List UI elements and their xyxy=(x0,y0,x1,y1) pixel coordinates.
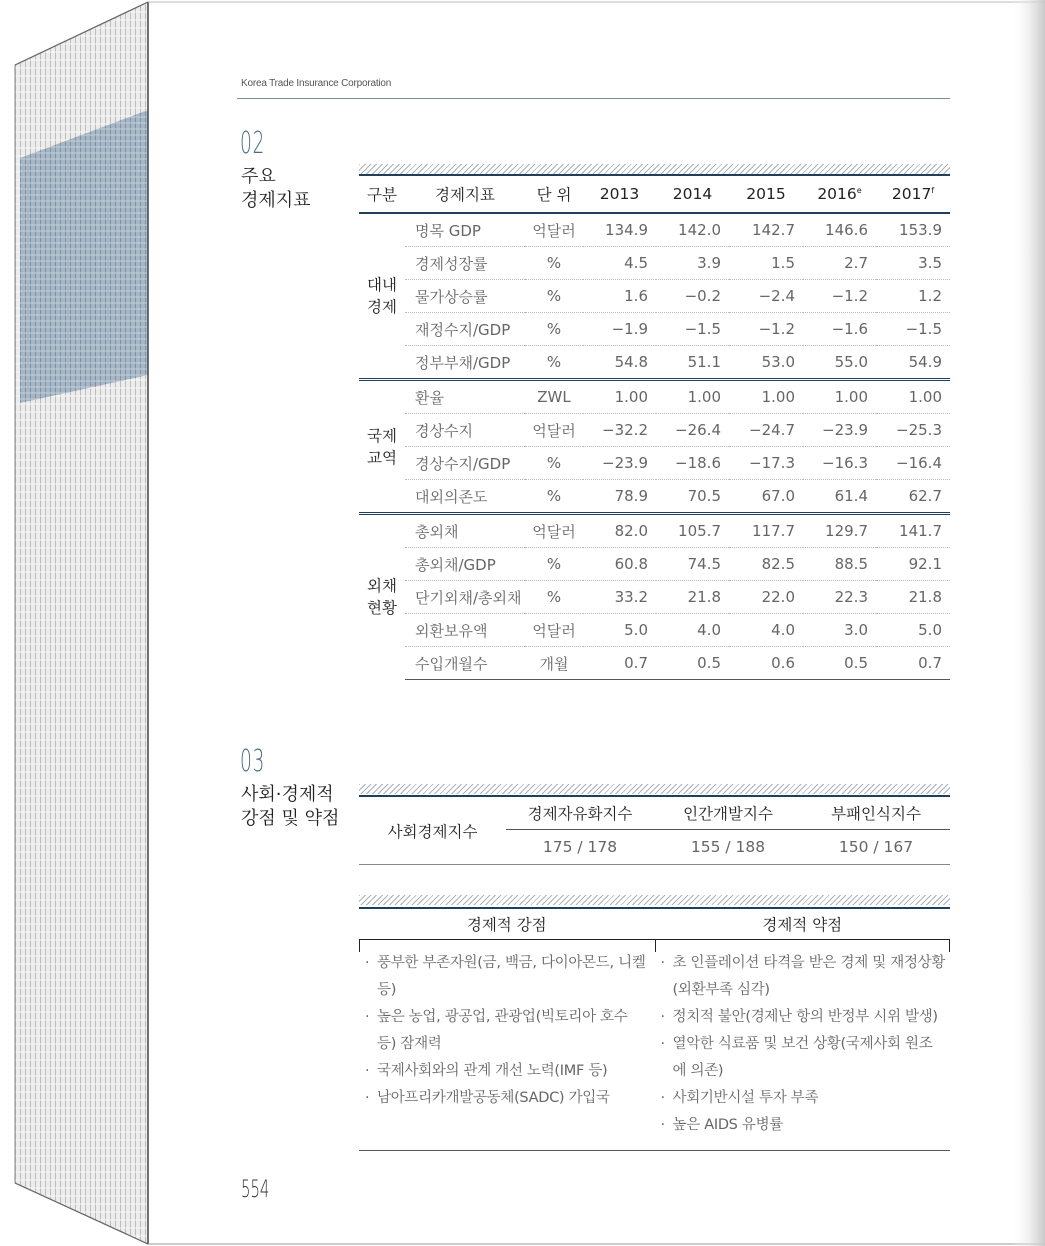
indicator-name: 총외채/GDP xyxy=(405,548,525,581)
indicator-unit: % xyxy=(525,480,583,514)
indicator-value: 88.5 xyxy=(803,548,876,581)
group-label-line1: 대내 xyxy=(367,276,397,294)
indicator-value: 53.0 xyxy=(729,346,803,380)
indicator-value: 21.8 xyxy=(656,581,729,614)
indicator-name: 경제성장률 xyxy=(405,247,525,280)
weakness-item: · 사회기반시설 투자 부족 xyxy=(659,1085,947,1112)
header-org-name: Korea Trade Insurance Corporation xyxy=(241,78,392,89)
strength-item: · 국제사회와의 관계 개선 노력(IMF 등) xyxy=(363,1058,651,1085)
indicator-value: 74.5 xyxy=(656,548,729,581)
indicator-value: 54.8 xyxy=(583,346,656,380)
indicator-unit: % xyxy=(525,247,583,280)
strengths-title: 경제적 강점 xyxy=(466,916,547,934)
indicator-value: −2.4 xyxy=(729,280,803,313)
index-row-label: 사회경제지수 xyxy=(359,796,506,865)
indicator-unit: 억달러 xyxy=(525,514,583,548)
header-2013: 2013 xyxy=(583,175,656,213)
index-header-human-development: 인간개발지수 xyxy=(654,796,802,830)
section-02-title-line2: 경제지표 xyxy=(241,190,311,211)
indicator-row xyxy=(359,647,950,680)
indicator-value: −16.4 xyxy=(876,447,950,480)
group-label-line2: 교역 xyxy=(367,448,397,467)
indicator-unit: 억달러 xyxy=(525,414,583,447)
indicator-value: 33.2 xyxy=(583,581,656,614)
indicator-value: 1.00 xyxy=(583,380,656,414)
indicator-value: 0.7 xyxy=(583,647,656,680)
indicator-value: 0.6 xyxy=(729,647,803,680)
indicator-value: 0.5 xyxy=(656,647,729,680)
indicator-value: 54.9 xyxy=(876,346,950,380)
indicator-value: 5.0 xyxy=(583,614,656,647)
indicator-value: 51.1 xyxy=(656,346,729,380)
index-header-row xyxy=(359,796,950,830)
indicator-value: −25.3 xyxy=(876,414,950,447)
weaknesses-list xyxy=(655,940,951,1150)
indicator-value: −17.3 xyxy=(729,447,803,480)
table-hatch-decoration xyxy=(359,895,950,905)
indicator-name: 명목 GDP xyxy=(405,213,525,247)
indicator-name: 경상수지 xyxy=(405,414,525,447)
indicator-value: 67.0 xyxy=(729,480,803,514)
indicator-value: −32.2 xyxy=(583,414,656,447)
page-number: 554 xyxy=(241,1175,270,1203)
indicator-value: 0.5 xyxy=(803,647,876,680)
indicator-value: −1.2 xyxy=(803,280,876,313)
index-header-economic-freedom: 경제자유화지수 xyxy=(506,796,654,830)
strengths-weaknesses-body xyxy=(359,940,950,1151)
group-label xyxy=(359,213,405,380)
indicator-row xyxy=(359,548,950,581)
indicator-row xyxy=(359,514,950,548)
indicator-value: 22.3 xyxy=(803,581,876,614)
indicator-value: 134.9 xyxy=(583,213,656,247)
group-label-line1: 국제 xyxy=(367,426,397,445)
indicator-unit: 억달러 xyxy=(525,213,583,247)
indicator-unit: % xyxy=(525,581,583,614)
indicator-value: 141.7 xyxy=(876,514,950,548)
indicator-value: 62.7 xyxy=(876,480,950,514)
header-2016-year: 2016 xyxy=(817,185,857,203)
strength-item: · 풍부한 부존자원(금, 백금, 다이아몬드, 니켈 등) xyxy=(363,950,651,1004)
indicator-value: 21.8 xyxy=(876,581,950,614)
header-2014: 2014 xyxy=(656,175,729,213)
indicator-name: 대외의존도 xyxy=(405,480,525,514)
indicator-value: −16.3 xyxy=(803,447,876,480)
divider-tick xyxy=(949,940,950,952)
header-2017-forecast-mark: f xyxy=(931,185,935,195)
header-category: 구분 xyxy=(359,175,405,213)
indicator-unit: % xyxy=(525,548,583,581)
indicator-unit: % xyxy=(525,346,583,380)
section-03-title-line2: 강점 및 약점 xyxy=(241,808,340,829)
header-unit: 단 위 xyxy=(525,175,583,213)
strengths-list xyxy=(359,940,655,1150)
economic-indicators-table xyxy=(359,174,950,680)
indicator-name: 외환보유액 xyxy=(405,614,525,647)
strengths-weaknesses-table xyxy=(359,907,950,1151)
indicator-row xyxy=(359,447,950,480)
weakness-item: · 열악한 식료품 및 보건 상황(국제사회 원조에 의존) xyxy=(659,1031,947,1085)
indicator-value: 22.0 xyxy=(729,581,803,614)
index-value-economic-freedom: 175 / 178 xyxy=(506,830,654,865)
indicator-value: −1.6 xyxy=(803,313,876,346)
divider-tick xyxy=(359,940,360,952)
indicator-value: −1.2 xyxy=(729,313,803,346)
indicator-value: −23.9 xyxy=(803,414,876,447)
indicator-row xyxy=(359,346,950,380)
indicator-value: 3.0 xyxy=(803,614,876,647)
indicator-unit: 개월 xyxy=(525,647,583,680)
indicator-value: 1.00 xyxy=(876,380,950,414)
indicator-value: −23.9 xyxy=(583,447,656,480)
indicator-row xyxy=(359,581,950,614)
section-03-number: 03 xyxy=(240,744,265,779)
indicator-value: −18.6 xyxy=(656,447,729,480)
indicator-unit: % xyxy=(525,280,583,313)
indicator-row xyxy=(359,414,950,447)
header-2016 xyxy=(803,175,876,213)
index-header-corruption-perception: 부패인식지수 xyxy=(802,796,950,830)
header-2015: 2015 xyxy=(729,175,803,213)
indicator-value: 82.5 xyxy=(729,548,803,581)
header-2017-year: 2017 xyxy=(891,185,932,203)
indicator-name: 경상수지/GDP xyxy=(405,447,525,480)
indicator-name: 단기외채/총외채 xyxy=(405,581,525,614)
header-rule xyxy=(237,98,950,99)
indicator-unit: ZWL xyxy=(525,380,583,414)
indicator-value: 1.00 xyxy=(729,380,803,414)
indicator-value: 1.00 xyxy=(803,380,876,414)
indicator-name: 물가상승률 xyxy=(405,280,525,313)
indicator-value: 129.7 xyxy=(803,514,876,548)
indicator-row xyxy=(359,480,950,514)
indicator-value: −1.5 xyxy=(656,313,729,346)
indicator-value: 92.1 xyxy=(876,548,950,581)
header-indicator: 경제지표 xyxy=(405,175,525,213)
indicator-row xyxy=(359,313,950,346)
weakness-item: · 초 인플레이션 타격을 받은 경제 및 재정상황(외환부족 심각) xyxy=(659,950,947,1004)
group-label-line2: 현황 xyxy=(367,599,397,618)
table-hatch-decoration xyxy=(359,164,950,174)
group-label xyxy=(359,380,405,514)
indicator-value: 4.0 xyxy=(656,614,729,647)
section-02-number: 02 xyxy=(240,126,265,161)
indicator-name: 재정수지/GDP xyxy=(405,313,525,346)
indicator-value: 4.5 xyxy=(583,247,656,280)
section-03-title xyxy=(241,783,339,831)
indicator-unit: % xyxy=(525,313,583,346)
indicator-row xyxy=(359,213,950,247)
indicator-value: 117.7 xyxy=(729,514,803,548)
indicator-value: 153.9 xyxy=(876,213,950,247)
indicator-row xyxy=(359,247,950,280)
indicator-value: 146.6 xyxy=(803,213,876,247)
indicator-unit: % xyxy=(525,447,583,480)
indicator-name: 수입개월수 xyxy=(405,647,525,680)
indicator-value: 70.5 xyxy=(656,480,729,514)
section-03-title-line1: 사회·경제적 xyxy=(241,784,334,805)
index-value-corruption-perception: 150 / 167 xyxy=(802,830,950,865)
indicator-row xyxy=(359,380,950,414)
group-label-line1: 외채 xyxy=(367,577,397,596)
indicator-value: 3.5 xyxy=(876,247,950,280)
header-2017 xyxy=(876,175,950,213)
weakness-item: · 정치적 불안(경제난 항의 반정부 시위 발생) xyxy=(659,1004,947,1031)
indicator-row xyxy=(359,614,950,647)
table-header-row xyxy=(359,175,950,213)
indicator-value: 105.7 xyxy=(656,514,729,548)
indicator-value: −24.7 xyxy=(729,414,803,447)
group-label xyxy=(359,514,405,680)
indicator-value: 1.6 xyxy=(583,280,656,313)
indicator-value: −26.4 xyxy=(656,414,729,447)
indicator-value: 1.2 xyxy=(876,280,950,313)
indicator-name: 총외채 xyxy=(405,514,525,548)
indicator-value: 78.9 xyxy=(583,480,656,514)
indicator-value: −0.2 xyxy=(656,280,729,313)
indicator-name: 환율 xyxy=(405,380,525,414)
indicator-value: 1.00 xyxy=(656,380,729,414)
header-2016-estimate-mark: e xyxy=(856,185,862,195)
indicator-value: 4.0 xyxy=(729,614,803,647)
indicator-value: 5.0 xyxy=(876,614,950,647)
indicator-value: 60.8 xyxy=(583,548,656,581)
indicator-value: 61.4 xyxy=(803,480,876,514)
weaknesses-title: 경제적 약점 xyxy=(762,916,843,934)
strength-item: · 남아프리카개발공동체(SADC) 가입국 xyxy=(363,1085,651,1112)
table-hatch-decoration xyxy=(359,784,950,794)
strength-item: · 높은 농업, 광공업, 관광업(빅토리아 호수 등) 잠재력 xyxy=(363,1004,651,1058)
divider-tick xyxy=(655,940,656,952)
indicator-row xyxy=(359,280,950,313)
indicator-value: 1.5 xyxy=(729,247,803,280)
section-02-title-line1: 주요 xyxy=(241,166,276,187)
section-02-title xyxy=(241,165,311,213)
index-value-human-development: 155 / 188 xyxy=(654,830,802,865)
indicator-value: 142.0 xyxy=(656,213,729,247)
indicator-unit: 억달러 xyxy=(525,614,583,647)
socioeconomic-index-table xyxy=(359,795,950,865)
indicator-value: 82.0 xyxy=(583,514,656,548)
indicator-value: −1.5 xyxy=(876,313,950,346)
indicator-value: 3.9 xyxy=(656,247,729,280)
indicator-value: 0.7 xyxy=(876,647,950,680)
strengths-weaknesses-header xyxy=(359,907,950,940)
indicator-value: 142.7 xyxy=(729,213,803,247)
indicator-value: 55.0 xyxy=(803,346,876,380)
weakness-item: · 높은 AIDS 유병률 xyxy=(659,1112,947,1139)
indicator-value: 2.7 xyxy=(803,247,876,280)
indicator-name: 정부부채/GDP xyxy=(405,346,525,380)
group-label-line2: 경제 xyxy=(367,298,397,316)
indicator-value: −1.9 xyxy=(583,313,656,346)
